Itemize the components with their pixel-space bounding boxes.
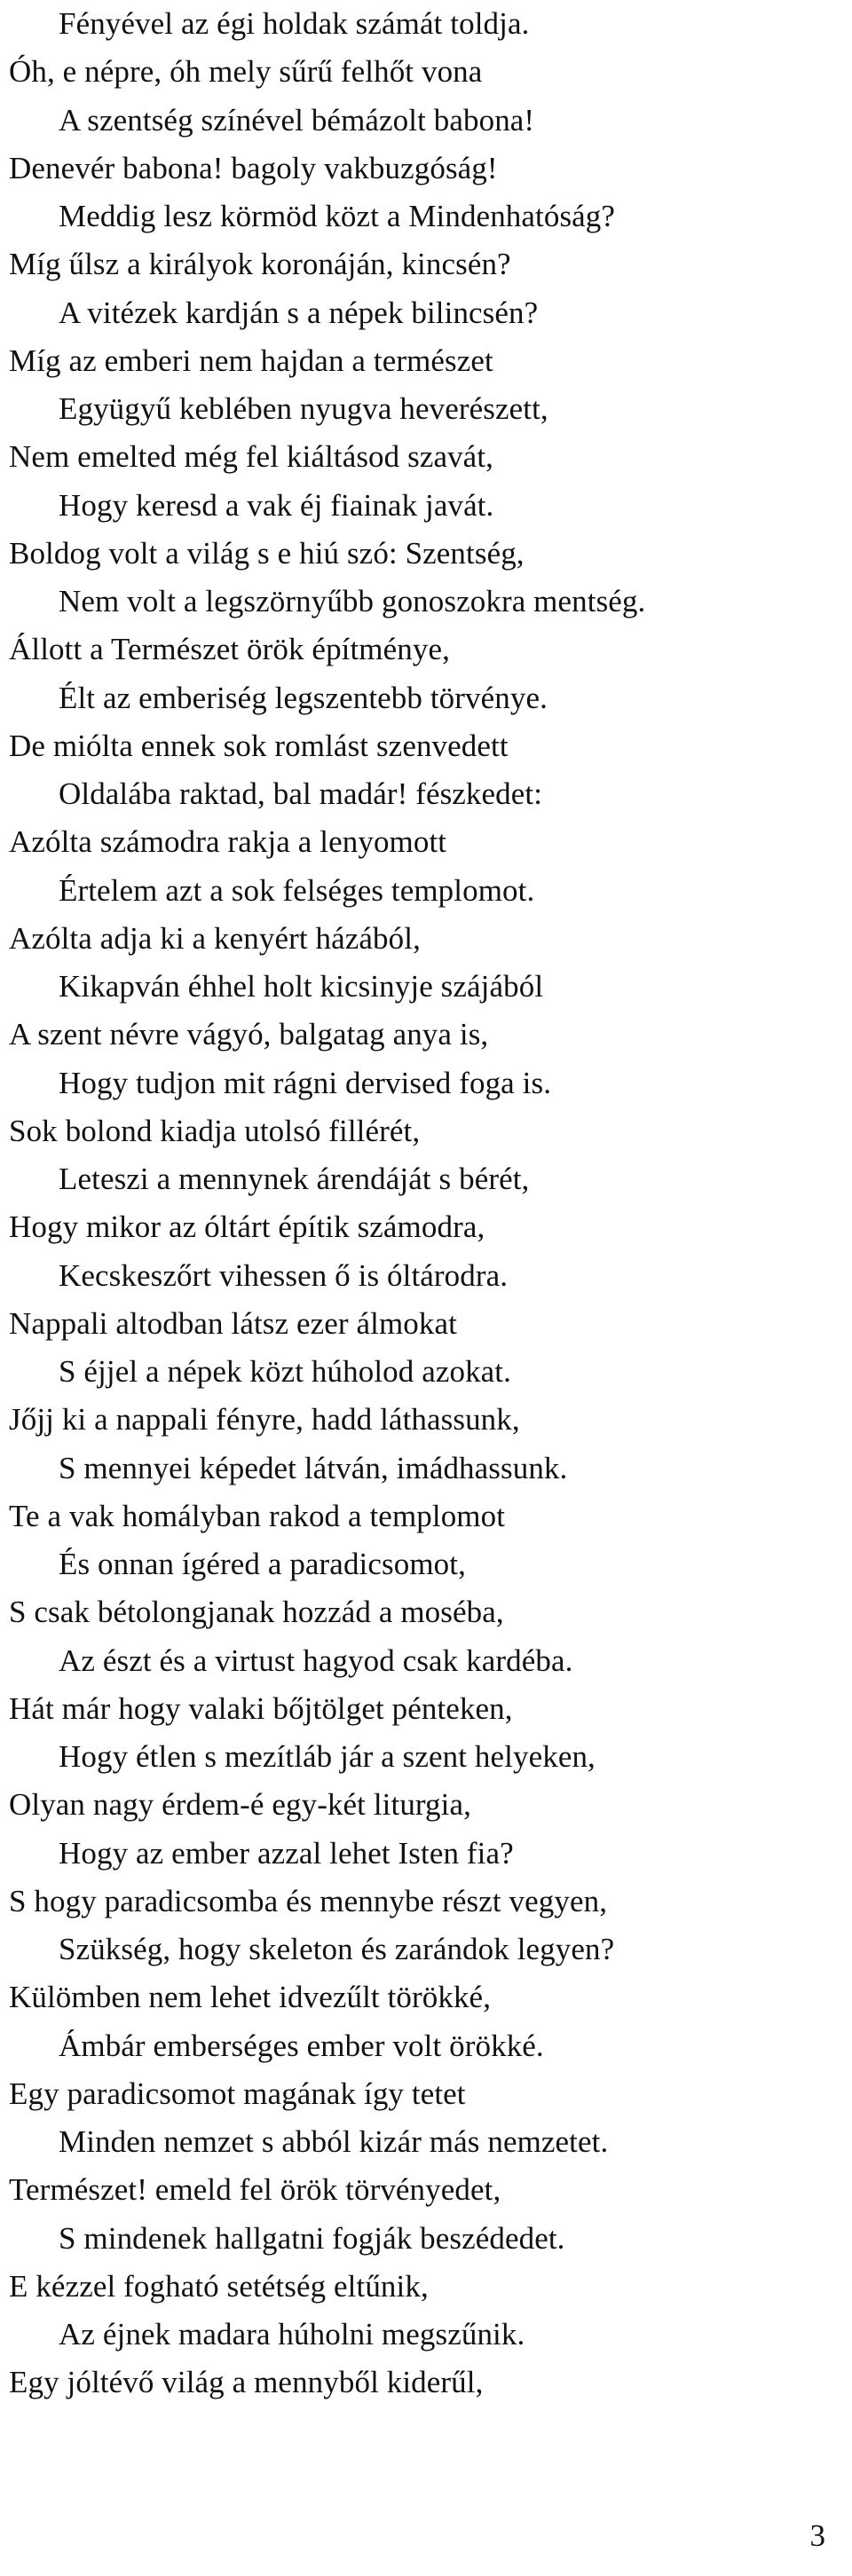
poem-line: Azólta számodra rakja a lenyomott bbox=[9, 824, 447, 860]
poem-line: Az éjnek madara húholni megszűnik. bbox=[59, 2317, 525, 2351]
poem-line: Természet! emeld fel örök törvényedet, bbox=[9, 2172, 501, 2208]
poem-line: Denevér babona! bagoly vakbuzgóság! bbox=[9, 150, 498, 185]
poem-line: Nem emelted még fel kiáltásod szavát, bbox=[9, 439, 493, 475]
poem-line: Míg az emberi nem hajdan a természet bbox=[9, 343, 493, 378]
poem-line: Óh, e népre, óh mely sűrű felhőt vona bbox=[9, 54, 483, 90]
poem-line: Te a vak homályban rakod a templomot bbox=[9, 1498, 506, 1533]
poem-line: Hát már hogy valaki bőjtölget pénteken, bbox=[9, 1690, 513, 1726]
poem-line: Hogy tudjon mit rágni dervised foga is. bbox=[59, 1065, 552, 1100]
poem-line: A szentség színével bémázolt babona! bbox=[59, 102, 535, 138]
poem-line: Sok bolond kiadja utolsó fillérét, bbox=[9, 1113, 421, 1148]
poem-line: A vitézek kardján s a népek bilincsén? bbox=[59, 295, 539, 330]
poem-line: Kikapván éhhel holt kicsinyje szájából bbox=[59, 969, 544, 1004]
poem-line: S hogy paradicsomba és mennybe részt vegyen, bbox=[9, 1883, 608, 1918]
poem-line: S éjjel a népek közt húholod azokat. bbox=[59, 1354, 511, 1389]
poem-line: Nappali altodban látsz ezer álmokat bbox=[9, 1305, 457, 1341]
poem-line: Hogy mikor az óltárt építik számodra, bbox=[9, 1209, 485, 1245]
poem-line: Együgyű keblében nyugva heverészett, bbox=[59, 391, 548, 426]
poem-line: Fényével az égi holdak számát toldja. bbox=[59, 6, 530, 41]
page-number: 3 bbox=[809, 2518, 825, 2553]
poem-line: Leteszi a mennynek árendáját s bérét, bbox=[59, 1162, 530, 1196]
poem-line: Az észt és a virtust hagyod csak kardéba. bbox=[59, 1642, 573, 1678]
poem-line: Élt az emberiség legszentebb törvénye. bbox=[59, 680, 548, 715]
poem-line: Ámbár emberséges ember volt örökké. bbox=[59, 2028, 544, 2063]
poem-line: Külömben nem lehet idvezűlt törökké, bbox=[9, 1980, 492, 2015]
poem-line: Azólta adja ki a kenyért házából, bbox=[9, 920, 421, 956]
poem-line: Egy jóltévő világ a mennyből kiderűl, bbox=[9, 2365, 484, 2400]
poem-text bbox=[9, 0, 834, 2407]
poem-line: Olyan nagy érdem-é egy-két liturgia, bbox=[9, 1787, 471, 1823]
poem-line: Jőjj ki a nappali fényre, hadd láthassunk, bbox=[9, 1402, 520, 1438]
poem-line: Boldog volt a világ s e hiú szó: Szentség, bbox=[9, 535, 525, 571]
poem-line: S mennyei képedet látván, imádhassunk. bbox=[59, 1450, 568, 1485]
poem-line: Kecskeszőrt vihessen ő is óltárodra. bbox=[59, 1257, 509, 1293]
poem-line: S csak bétolongjanak hozzád a moséba, bbox=[9, 1595, 504, 1630]
poem-line: Értelem azt a sok felséges templomot. bbox=[59, 872, 535, 908]
poem-line: Míg űlsz a királyok koronáján, kincsén? bbox=[9, 247, 511, 282]
poem-line: Meddig lesz körmöd közt a Mindenhatóság? bbox=[59, 199, 616, 233]
poem-line: E kézzel fogható setétség eltűnik, bbox=[9, 2268, 429, 2304]
poem-line: Hogy keresd a vak éj fiainak javát. bbox=[59, 487, 494, 523]
poem-line: De miólta ennek sok romlást szenvedett bbox=[9, 728, 509, 763]
poem-line: És onnan ígéred a paradicsomot, bbox=[59, 1547, 466, 1581]
poem-line: Hogy étlen s mezítláb jár a szent helyeken, bbox=[59, 1739, 596, 1774]
poem-line: Egy paradicsomot magának így tetet bbox=[9, 2076, 466, 2111]
poem-line: S mindenek hallgatni fogják beszédedet. bbox=[59, 2220, 565, 2256]
poem-line: Állott a Természet örök építménye, bbox=[9, 632, 450, 667]
poem-line: Szükség, hogy skeleton és zarándok legyen? bbox=[59, 1932, 615, 1966]
poem-line: Oldalába raktad, bal madár! fészkedet: bbox=[59, 776, 543, 811]
poem-line: Nem volt a legszörnyűbb gonoszokra mentség. bbox=[59, 584, 646, 618]
poem-line: Minden nemzet s abból kizár más nemzetet. bbox=[59, 2124, 609, 2159]
poem-line: A szent névre vágyó, balgatag anya is, bbox=[9, 1017, 489, 1052]
poem-line: Hogy az ember azzal lehet Isten fia? bbox=[59, 1835, 514, 1871]
